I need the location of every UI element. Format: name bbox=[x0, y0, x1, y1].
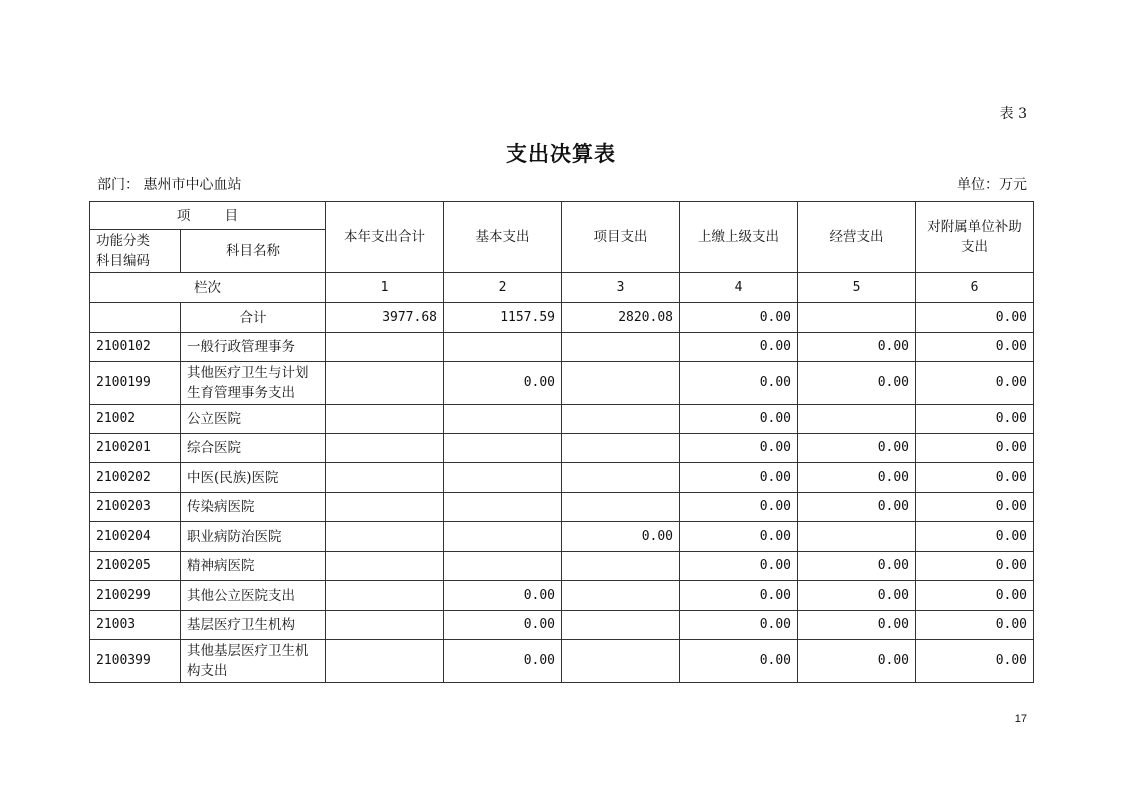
row-value-cell: 0.00 bbox=[798, 434, 916, 463]
row-name-cell: 其他医疗卫生与计划生育管理事务支出 bbox=[181, 362, 326, 405]
row-value-cell: 1157.59 bbox=[444, 303, 562, 333]
row-value-cell: 0.00 bbox=[444, 611, 562, 640]
table-label: 表 3 bbox=[999, 106, 1027, 122]
row-value-cell bbox=[798, 303, 916, 333]
row-value-cell: 0.00 bbox=[798, 493, 916, 522]
col-num: 3 bbox=[562, 273, 680, 303]
row-value-cell: 0.00 bbox=[916, 434, 1034, 463]
table-row bbox=[90, 333, 1034, 362]
row-value-cell bbox=[444, 333, 562, 362]
row-value-cell bbox=[562, 463, 680, 493]
row-code-cell: 2100201 bbox=[90, 434, 181, 463]
row-value-cell: 0.00 bbox=[916, 581, 1034, 611]
row-name-cell: 其他基层医疗卫生机构支出 bbox=[181, 640, 326, 683]
row-value-cell bbox=[326, 405, 444, 434]
row-value-cell: 0.00 bbox=[916, 493, 1034, 522]
header-row-label: 栏次 bbox=[90, 273, 326, 303]
row-value-cell bbox=[562, 640, 680, 683]
row-value-cell: 0.00 bbox=[444, 640, 562, 683]
header-business: 经营支出 bbox=[798, 202, 916, 273]
col-num: 4 bbox=[680, 273, 798, 303]
row-value-cell: 0.00 bbox=[680, 552, 798, 581]
row-value-cell bbox=[326, 333, 444, 362]
row-value-cell: 0.00 bbox=[916, 522, 1034, 552]
row-value-cell: 2820.08 bbox=[562, 303, 680, 333]
row-value-cell bbox=[562, 611, 680, 640]
row-code-cell: 2100299 bbox=[90, 581, 181, 611]
row-code-cell: 21003 bbox=[90, 611, 181, 640]
row-value-cell: 0.00 bbox=[680, 333, 798, 362]
col-num: 6 bbox=[916, 273, 1034, 303]
row-value-cell bbox=[326, 522, 444, 552]
table-row bbox=[90, 640, 1034, 683]
header-item: 项 目 bbox=[90, 202, 326, 230]
row-value-cell bbox=[326, 463, 444, 493]
row-name-cell: 精神病医院 bbox=[181, 552, 326, 581]
row-value-cell bbox=[444, 463, 562, 493]
row-value-cell bbox=[326, 640, 444, 683]
header-func-code: 功能分类 科目编码 bbox=[90, 230, 181, 273]
row-value-cell: 0.00 bbox=[916, 333, 1034, 362]
row-value-cell: 0.00 bbox=[798, 333, 916, 362]
row-value-cell bbox=[562, 434, 680, 463]
row-value-cell bbox=[326, 611, 444, 640]
row-value-cell: 0.00 bbox=[680, 493, 798, 522]
table-row bbox=[90, 611, 1034, 640]
row-name-cell: 中医(民族)医院 bbox=[181, 463, 326, 493]
header-subsidy: 对附属单位补助 支出 bbox=[916, 202, 1034, 273]
department-label: 部门： 惠州市中心血站 bbox=[97, 177, 242, 193]
table-row bbox=[90, 522, 1034, 552]
row-value-cell: 0.00 bbox=[444, 581, 562, 611]
table-row bbox=[90, 405, 1034, 434]
row-value-cell bbox=[326, 434, 444, 463]
total-row bbox=[90, 303, 1034, 333]
row-value-cell: 0.00 bbox=[680, 434, 798, 463]
row-value-cell: 0.00 bbox=[562, 522, 680, 552]
row-value-cell bbox=[326, 493, 444, 522]
row-value-cell: 0.00 bbox=[798, 362, 916, 405]
row-value-cell bbox=[562, 581, 680, 611]
page-title: 支出决算表 bbox=[506, 141, 616, 166]
row-code-cell: 2100102 bbox=[90, 333, 181, 362]
row-value-cell: 0.00 bbox=[680, 303, 798, 333]
row-value-cell: 3977.68 bbox=[326, 303, 444, 333]
row-value-cell bbox=[798, 405, 916, 434]
row-value-cell bbox=[562, 405, 680, 434]
col-num: 5 bbox=[798, 273, 916, 303]
row-value-cell bbox=[326, 581, 444, 611]
row-code-cell: 2100399 bbox=[90, 640, 181, 683]
row-value-cell bbox=[326, 362, 444, 405]
row-value-cell bbox=[326, 552, 444, 581]
header-project: 项目支出 bbox=[562, 202, 680, 273]
row-value-cell bbox=[562, 493, 680, 522]
row-value-cell: 0.00 bbox=[916, 611, 1034, 640]
row-value-cell: 0.00 bbox=[798, 552, 916, 581]
row-value-cell bbox=[798, 522, 916, 552]
row-name-cell: 综合医院 bbox=[181, 434, 326, 463]
row-code-cell: 2100202 bbox=[90, 463, 181, 493]
row-value-cell: 0.00 bbox=[916, 463, 1034, 493]
expenditure-table bbox=[89, 201, 1034, 683]
row-value-cell: 0.00 bbox=[680, 362, 798, 405]
row-value-cell: 0.00 bbox=[916, 362, 1034, 405]
row-name-cell: 合计 bbox=[181, 303, 326, 333]
row-value-cell: 0.00 bbox=[798, 463, 916, 493]
row-code-cell: 2100205 bbox=[90, 552, 181, 581]
row-value-cell: 0.00 bbox=[916, 405, 1034, 434]
table-row bbox=[90, 552, 1034, 581]
row-code-cell: 2100204 bbox=[90, 522, 181, 552]
page-number: 17 bbox=[1014, 713, 1027, 725]
header-subject-name: 科目名称 bbox=[181, 230, 326, 273]
row-code-cell: 2100199 bbox=[90, 362, 181, 405]
row-value-cell: 0.00 bbox=[798, 581, 916, 611]
row-code-cell: 21002 bbox=[90, 405, 181, 434]
row-value-cell: 0.00 bbox=[680, 611, 798, 640]
row-name-cell: 公立医院 bbox=[181, 405, 326, 434]
unit-label: 单位：万元 bbox=[957, 177, 1027, 193]
row-code-cell: 2100203 bbox=[90, 493, 181, 522]
row-value-cell: 0.00 bbox=[680, 640, 798, 683]
row-value-cell: 0.00 bbox=[916, 303, 1034, 333]
row-name-cell: 基层医疗卫生机构 bbox=[181, 611, 326, 640]
row-name-cell: 职业病防治医院 bbox=[181, 522, 326, 552]
header-upper: 上缴上级支出 bbox=[680, 202, 798, 273]
row-value-cell: 0.00 bbox=[680, 463, 798, 493]
table-row bbox=[90, 581, 1034, 611]
row-value-cell: 0.00 bbox=[680, 522, 798, 552]
row-name-cell: 传染病医院 bbox=[181, 493, 326, 522]
row-value-cell: 0.00 bbox=[444, 362, 562, 405]
row-value-cell: 0.00 bbox=[798, 611, 916, 640]
row-value-cell bbox=[444, 522, 562, 552]
row-name-cell: 其他公立医院支出 bbox=[181, 581, 326, 611]
row-code-cell bbox=[90, 303, 181, 333]
row-value-cell bbox=[444, 434, 562, 463]
row-value-cell bbox=[562, 552, 680, 581]
table-row bbox=[90, 493, 1034, 522]
row-value-cell bbox=[444, 552, 562, 581]
header-total: 本年支出合计 bbox=[326, 202, 444, 273]
row-value-cell: 0.00 bbox=[680, 405, 798, 434]
row-value-cell bbox=[444, 405, 562, 434]
row-value-cell bbox=[562, 333, 680, 362]
row-value-cell bbox=[444, 493, 562, 522]
table-row bbox=[90, 463, 1034, 493]
row-value-cell: 0.00 bbox=[916, 552, 1034, 581]
row-name-cell: 一般行政管理事务 bbox=[181, 333, 326, 362]
col-num: 2 bbox=[444, 273, 562, 303]
row-value-cell: 0.00 bbox=[680, 581, 798, 611]
table-row bbox=[90, 362, 1034, 405]
row-value-cell: 0.00 bbox=[798, 640, 916, 683]
row-value-cell: 0.00 bbox=[916, 640, 1034, 683]
table-row bbox=[90, 434, 1034, 463]
row-value-cell bbox=[562, 362, 680, 405]
col-num: 1 bbox=[326, 273, 444, 303]
header-basic: 基本支出 bbox=[444, 202, 562, 273]
